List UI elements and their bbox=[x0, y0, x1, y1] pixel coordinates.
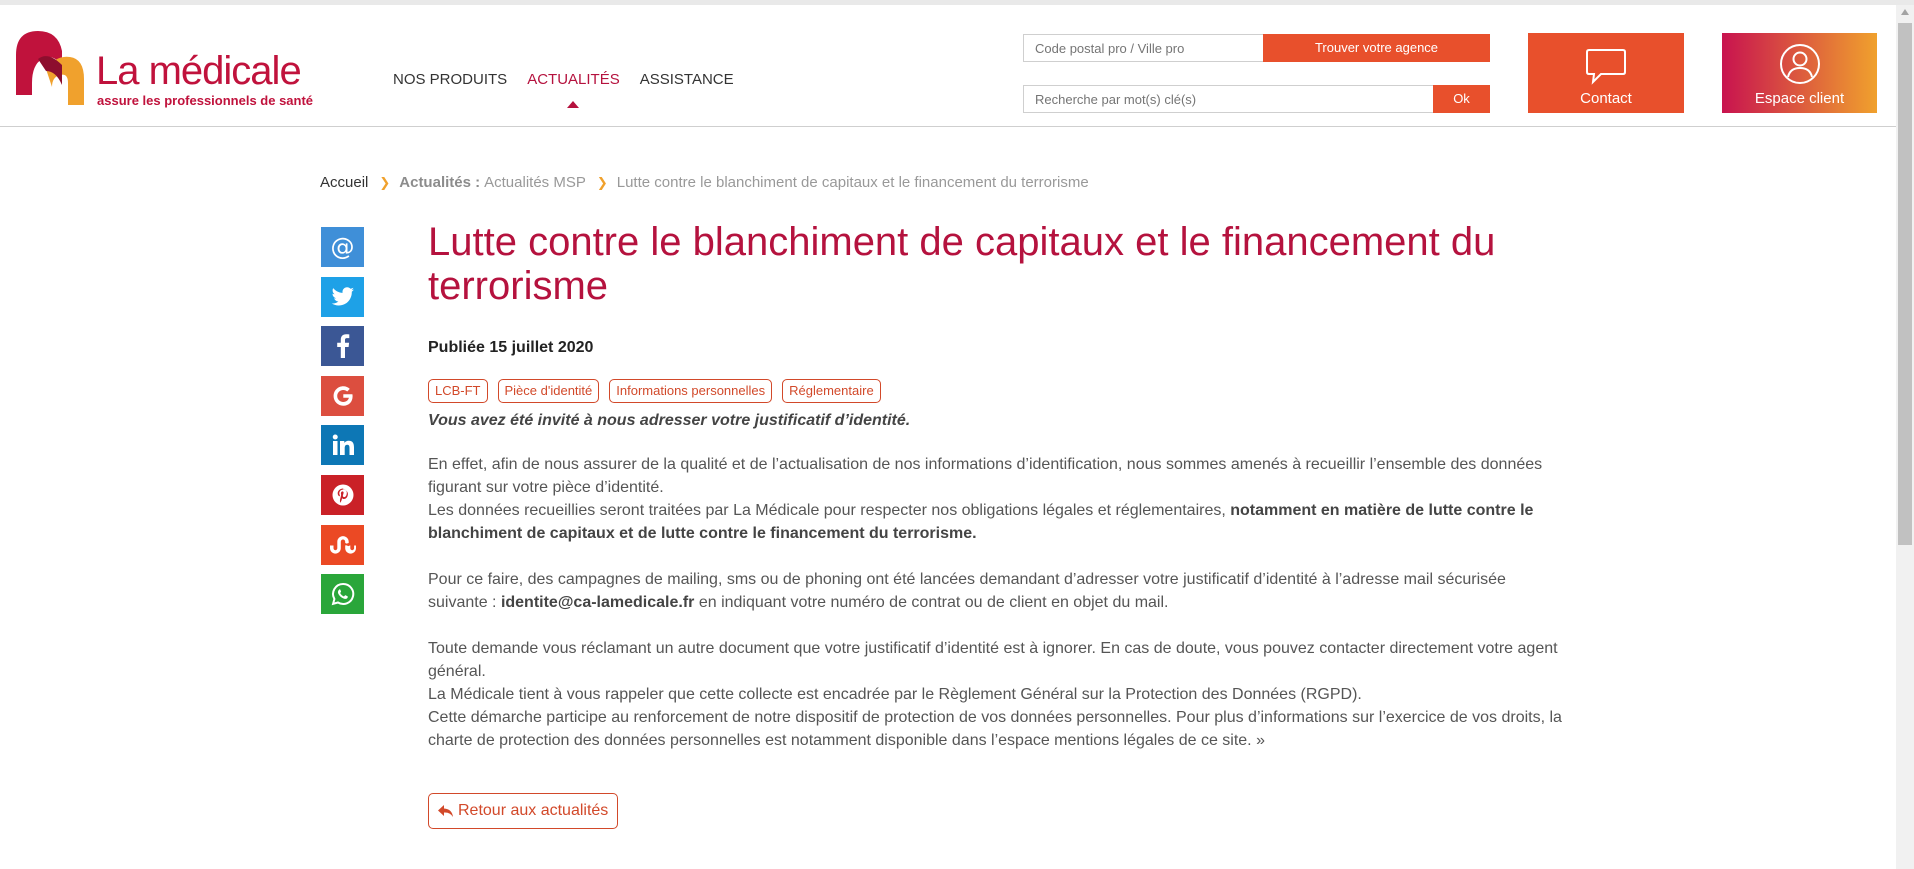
contact-button[interactable] bbox=[1528, 33, 1684, 113]
page-scrollbar[interactable] bbox=[1896, 5, 1914, 869]
tag-list bbox=[428, 379, 1568, 403]
breadcrumb-section[interactable]: Actualités : bbox=[399, 174, 481, 191]
breadcrumb-home[interactable]: Accueil bbox=[320, 174, 369, 191]
keyword-search-input[interactable] bbox=[1023, 85, 1434, 113]
find-agency-button[interactable]: Trouver votre agence bbox=[1263, 34, 1490, 62]
paragraph-3-text-b: La Médicale tient à vous rappeler que cette collecte est encadrée par le Règlement Général sur la Protection des Données (RGPD). bbox=[428, 686, 1362, 703]
keyword-search-ok-button[interactable]: Ok bbox=[1433, 85, 1490, 113]
secure-email-address: identite@ca-lamedicale.fr bbox=[500, 594, 695, 611]
logo-tagline: assure les professionnels de santé bbox=[97, 93, 314, 108]
breadcrumb-subsection[interactable]: Actualités MSP bbox=[484, 174, 586, 191]
share-stumbleupon-button[interactable] bbox=[321, 525, 364, 565]
breadcrumb bbox=[320, 174, 1089, 191]
share-whatsapp-button[interactable] bbox=[321, 574, 364, 614]
paragraph-1-bold: notamment en matière de lutte contre le blanchiment de capitaux et de lutte contre le financement du terrorisme. bbox=[428, 502, 1534, 542]
chevron-right-icon: ❯ bbox=[379, 174, 391, 190]
paragraph-3-text-c: Cette démarche participe au renforcement de notre dispositif de protection de vos données personnelles. Pour plus d’informations sur l’exercice de vos droits, la charte de protection des données personnelles est notamment disponible dans l’espace mentions légales de ce site. » bbox=[428, 709, 1562, 749]
paragraph-1 bbox=[428, 453, 1568, 545]
agency-search-input[interactable] bbox=[1023, 34, 1264, 62]
share-pinterest-button[interactable] bbox=[321, 475, 364, 515]
pinterest-icon bbox=[332, 484, 354, 506]
site-header bbox=[0, 5, 1896, 127]
paragraph-3 bbox=[428, 637, 1568, 752]
back-to-news-label: Retour aux actualités bbox=[458, 802, 609, 819]
publication-date: Publiée 15 juillet 2020 bbox=[428, 339, 594, 356]
at-icon: @ bbox=[330, 233, 355, 261]
reply-arrow-icon bbox=[438, 804, 454, 818]
logo-mark-icon bbox=[12, 25, 90, 107]
back-to-news-button[interactable] bbox=[428, 793, 618, 829]
article bbox=[428, 220, 1568, 829]
tag-lcb-ft[interactable]: LCB-FT bbox=[428, 379, 488, 403]
tag-informations-personnelles[interactable]: Informations personnelles bbox=[609, 379, 772, 403]
stumbleupon-icon bbox=[330, 535, 356, 555]
user-icon bbox=[1779, 43, 1821, 85]
paragraph-2-text-b: en indiquant votre numéro de contrat ou de client en objet du mail. bbox=[694, 594, 1169, 611]
tag-piece-identite[interactable]: Pièce d'identité bbox=[498, 379, 600, 403]
nav-item-products[interactable]: NOS PRODUITS bbox=[393, 71, 508, 88]
whatsapp-icon bbox=[331, 582, 355, 606]
speech-bubble-icon bbox=[1585, 47, 1627, 85]
share-email-button[interactable] bbox=[321, 227, 364, 267]
main-nav bbox=[393, 71, 734, 88]
share-bar bbox=[321, 227, 364, 624]
logo-wordmark: La médicale bbox=[96, 49, 301, 93]
share-facebook-button[interactable] bbox=[321, 326, 364, 366]
linkedin-icon bbox=[332, 434, 354, 456]
paragraph-2 bbox=[428, 568, 1568, 614]
scroll-thumb[interactable] bbox=[1898, 23, 1912, 545]
facebook-icon bbox=[336, 334, 350, 358]
article-title: Lutte contre le blanchiment de capitaux et le financement du terrorisme bbox=[428, 220, 1496, 308]
chevron-right-icon: ❯ bbox=[596, 174, 608, 190]
paragraph-3-text-a: Toute demande vous réclamant un autre document que votre justificatif d’identité est à ignorer. En cas de doute, vous pouvez contacter directement votre agent général. bbox=[428, 640, 1558, 680]
share-twitter-button[interactable] bbox=[321, 277, 364, 317]
breadcrumb-current: Lutte contre le blanchiment de capitaux et le financement du terrorisme bbox=[616, 174, 1089, 191]
share-google-button[interactable] bbox=[321, 376, 364, 416]
client-space-button[interactable] bbox=[1722, 33, 1877, 113]
nav-item-assistance[interactable]: ASSISTANCE bbox=[639, 71, 734, 88]
google-icon bbox=[331, 384, 355, 408]
client-space-label: Espace client bbox=[1754, 90, 1845, 107]
paragraph-1-text-a: En effet, afin de nous assurer de la qualité et de l’actualisation de nos informations d’identification, nous sommes amenés à recueillir l’ensemble des données figurant sur votre pièce d’identité. bbox=[428, 456, 1543, 496]
scroll-up-icon[interactable] bbox=[1901, 9, 1909, 15]
nav-item-news[interactable]: ACTUALITÉS bbox=[527, 71, 620, 88]
article-lead: Vous avez été invité à nous adresser votre justificatif d’identité. bbox=[428, 412, 911, 429]
paragraph-2-text-a: Pour ce faire, des campagnes de mailing, sms ou de phoning ont été lancées demandant d’adresser votre justificatif d’identité à l’adresse mail sécurisée suivante : bbox=[428, 571, 1506, 611]
share-linkedin-button[interactable] bbox=[321, 425, 364, 465]
tag-reglementaire[interactable]: Réglementaire bbox=[782, 379, 881, 403]
contact-label: Contact bbox=[1580, 90, 1632, 107]
logo[interactable] bbox=[12, 25, 314, 117]
twitter-icon bbox=[331, 287, 355, 307]
paragraph-1-text-b: Les données recueillies seront traitées par La Médicale pour respecter nos obligations légales et réglementaires, bbox=[428, 502, 1231, 519]
